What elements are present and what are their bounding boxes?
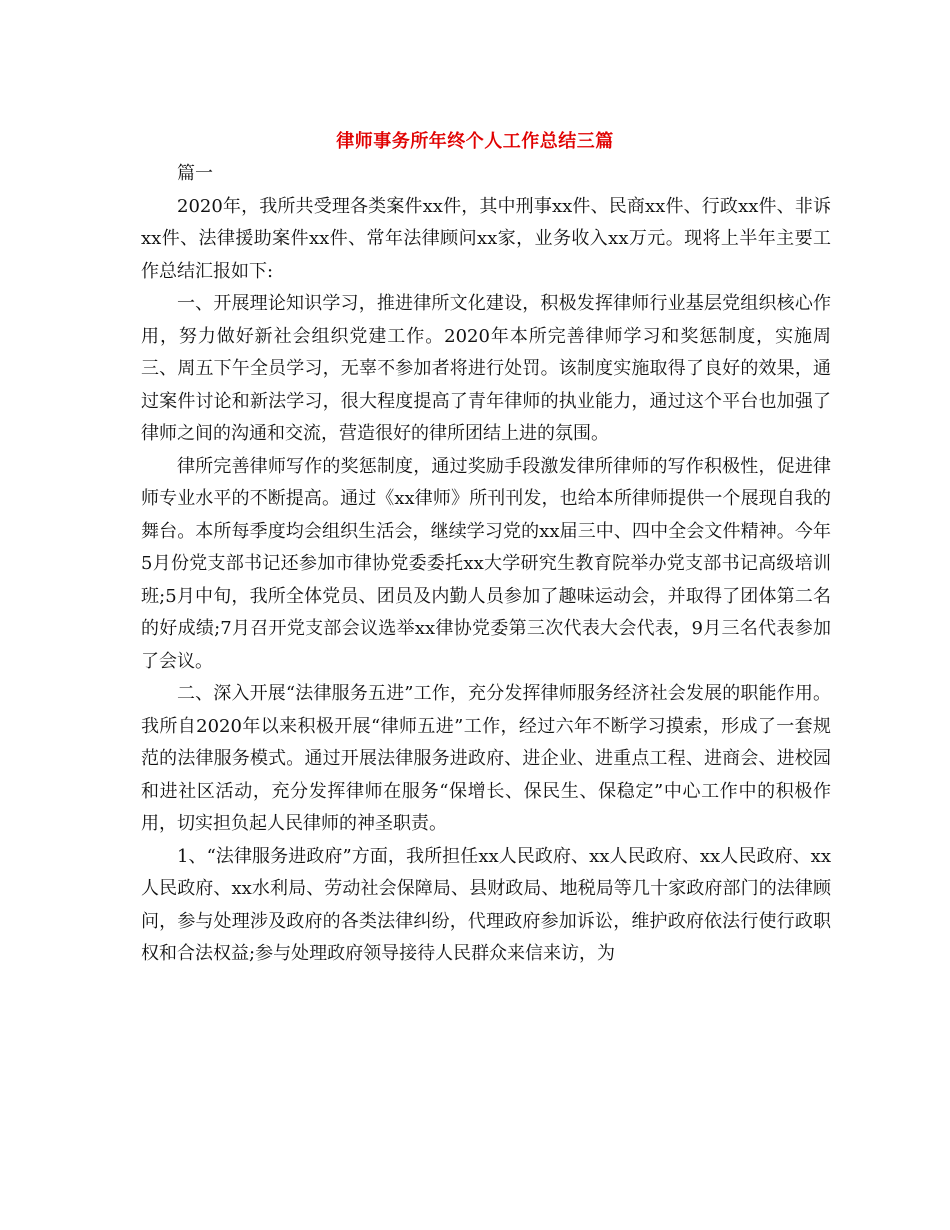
section-heading: 篇一 [177, 163, 213, 184]
paragraph: 2020年，我所共受理各类案件xx件，其中刑事xx件、民商xx件、行政xx件、非诉xx件、法律援助案件xx件、常年法律顾问xx家，业务收入xx万元。现将上半年主要工作总结汇报如下: [141, 195, 831, 282]
paragraph: 一、开展理论知识学习，推进律所文化建设，积极发挥律师行业基层党组织核心作用，努力做好新社会组织党建工作。2020年本所完善律师学习和奖惩制度，实施周三、周五下午全员学习，无辜不参加者将进行处罚。该制度实施取得了良好的效果，通过案件讨论和新法学习，很大程度提高了青年律师的执业能力，通过这个平台也加强了律师之间的沟通和交流，营造很好的律所团结上进的氛围。 [141, 293, 831, 444]
paragraph: 律所完善律师写作的奖惩制度，通过奖励手段激发律所律师的写作积极性，促进律师专业水平的不断提高。通过《xx律师》所刊刊发，也给本所律师提供一个展现自我的舞台。本所每季度均会组织生活会，继续学习党的xx届三中、四中全会文件精神。今年5月份党支部书记还参加市律协党委委托xx大学研究生教育院举办党支部书记高级培训班;5月中旬，我所全体党员、团员及内勤人员参加了趣味运动会，并取得了团体第二名的好成绩;7月召开党支部会议选举xx律协党委第三次代表大会代表，9月三名代表参加了会议。 [141, 455, 831, 672]
paragraph: 1、“法律服务进政府”方面，我所担任xx人民政府、xx人民政府、xx人民政府、xx人民政府、xx水利局、劳动社会保障局、县财政局、地税局等几十家政府部门的法律顾问，参与处理涉及政府的各类法律纠纷，代理政府参加诉讼，维护政府依法行使行政职权和合法权益;参与处理政府领导接待人民群众来信来访，为 [141, 845, 831, 964]
document-body [141, 158, 831, 971]
document-title: 律师事务所年终个人工作总结三篇 [336, 131, 614, 152]
paragraph: 二、深入开展“法律服务五进”工作，充分发挥律师服务经济社会发展的职能作用。我所自2020年以来积极开展“律师五进”工作，经过六年不断学习摸索，形成了一套规范的法律服务模式。通过开展法律服务进政府、进企业、进重点工程、进商会、进校园和进社区活动，充分发挥律师在服务“保增长、保民生、保稳定”中心工作中的积极作用，切实担负起人民律师的神圣职责。 [141, 683, 831, 834]
